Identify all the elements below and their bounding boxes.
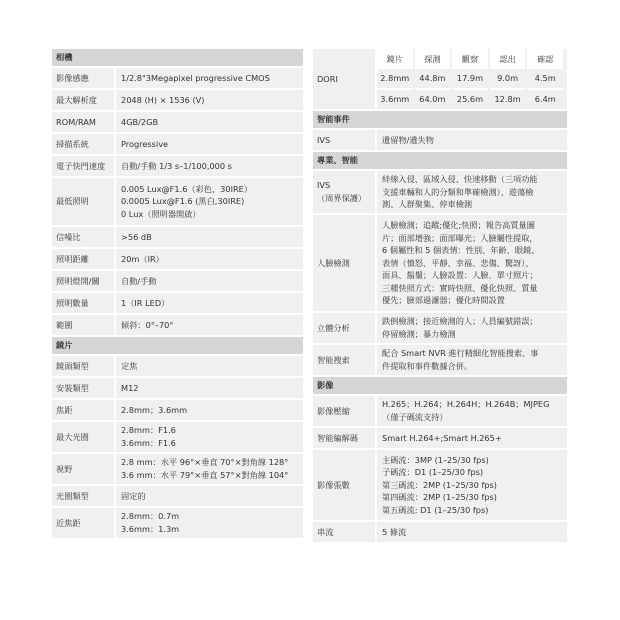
- spec-label: 影像張數: [313, 450, 377, 520]
- spec-value-line: 1（IR LED）: [121, 297, 170, 308]
- dori-header: 鏡片: [377, 49, 413, 69]
- spec-value-line: 第三碼流：2MP (1–25/30 fps): [382, 479, 497, 490]
- spec-label: 視野: [52, 454, 116, 484]
- spec-value: [116, 400, 303, 420]
- spec-label: 串流: [313, 522, 377, 542]
- section-header: [313, 377, 567, 394]
- spec-value-line: 件提取和事件數據合併。: [382, 361, 473, 371]
- spec-row: [52, 293, 303, 313]
- spec-row: [52, 508, 303, 538]
- dori-cell: 6.4m: [534, 94, 556, 105]
- spec-value: [116, 90, 303, 110]
- spec-row: [52, 378, 303, 398]
- spec-row: [313, 313, 567, 343]
- spec-value: [116, 112, 303, 132]
- right-spec-table: [313, 47, 567, 544]
- spec-value-line: 2.8mm：F1.6: [121, 425, 176, 436]
- spec-row: [313, 396, 567, 426]
- spec-row: [52, 249, 303, 269]
- spec-label: ROM/RAM: [52, 112, 116, 132]
- spec-value-line: 傾斜：0°–70°: [121, 319, 174, 330]
- spec-value-line: 20m（IR）: [121, 253, 164, 264]
- dori-cell: 17.9m: [452, 69, 488, 90]
- spec-value-line: 3.6mm：1.3m: [121, 524, 180, 534]
- dori-data-row: [377, 90, 563, 109]
- section-header: [52, 337, 303, 354]
- spec-value-line: 絆線入侵、區域入侵、快速移動（三項功能: [382, 174, 538, 185]
- spec-value-line: 6 個屬性和 5 個表情：性別、年齡、眼鏡、: [382, 245, 540, 256]
- spec-value: [116, 486, 303, 506]
- dori-cell: 3.6mm: [380, 94, 410, 105]
- spec-label: 安裝類型: [52, 378, 116, 398]
- dori-cell: 12.8m: [494, 94, 521, 105]
- spec-label: 最大光圈: [52, 422, 116, 452]
- spec-value-line: 子碼流：D1 (1–25/30 fps): [382, 467, 484, 478]
- spec-label: 最大解析度: [52, 90, 116, 110]
- spec-value-line: 0 Lux（照明器開啟）: [121, 208, 201, 219]
- spec-value-line: 0.005 Lux@F1.6（彩色，30IRE）: [121, 183, 253, 194]
- spec-row: [52, 422, 303, 452]
- spec-row: [313, 450, 567, 520]
- spec-value-line: 主碼流：3MP (1–25/30 fps): [382, 454, 489, 465]
- spec-value: [377, 345, 567, 375]
- section-header: [313, 152, 567, 169]
- spec-label: IVS （周界保護）: [313, 171, 377, 213]
- spec-value: [116, 156, 303, 176]
- spec-row: [52, 112, 303, 132]
- dori-cell: 9.0m: [490, 69, 526, 90]
- spec-value: [377, 522, 567, 542]
- spec-label: 立體分析: [313, 313, 377, 343]
- spec-label: 鏡頭類型: [52, 356, 116, 376]
- spec-value-line: 片；面部增強；面部曝光；人臉屬性提取，: [382, 232, 538, 243]
- dori-cell: 4.5m: [527, 69, 563, 90]
- spec-label: 照明數量: [52, 293, 116, 313]
- spec-row: [52, 227, 303, 247]
- spec-value-line: 1/2.8"3Megapixel progressive CMOS: [121, 72, 270, 83]
- section-header: [313, 111, 567, 128]
- spec-value-line: 4GB/2GB: [121, 116, 159, 127]
- spec-value-line: 第五碼流: D1 (1–25/30 fps): [382, 504, 489, 515]
- spec-label: 光圈類型: [52, 486, 116, 506]
- spec-row: [52, 134, 303, 154]
- spec-value-line: 3.6 mm：水平 79°×垂直 57°×對角線 104°: [121, 470, 289, 480]
- spec-value-line: 5 條流: [382, 526, 407, 537]
- dori-header: 確認: [527, 49, 563, 69]
- spec-value-line: 3.6mm：F1.6: [121, 438, 176, 448]
- spec-value: [116, 378, 303, 398]
- dori-cell: 64.0m: [419, 94, 446, 105]
- spec-row: [52, 315, 303, 335]
- spec-row: [52, 454, 303, 484]
- spec-value-line: Progressive: [121, 138, 169, 149]
- spec-value: [116, 508, 303, 538]
- spec-value-line: 自動/手動 1/3 s–1/100,000 s: [121, 160, 232, 171]
- dori-label: DORI: [313, 49, 377, 109]
- spec-label: 照明燈開/關: [52, 271, 116, 291]
- spec-value: [116, 293, 303, 313]
- spec-value: [116, 134, 303, 154]
- spec-row: [313, 522, 567, 542]
- section-title: 影像: [313, 377, 567, 394]
- spec-value-line: 三種快照方式：實時快照、優化快照、質量: [382, 282, 538, 293]
- spec-row: [52, 156, 303, 176]
- spec-value: [377, 171, 567, 213]
- dori-data-row: [377, 69, 563, 90]
- spec-value-line: 支援車輛和人的分類和準確檢測）、遊蕩檢: [382, 186, 534, 197]
- section-title: 專業、智能: [313, 152, 567, 169]
- spec-row: [52, 178, 303, 225]
- spec-value: [116, 68, 303, 88]
- left-spec-column: [52, 47, 303, 540]
- spec-value-line: >56 dB: [121, 231, 152, 242]
- spec-value-line: 面具、鬍鬚；人臉設置：人臉、單寸照片；: [382, 270, 538, 281]
- spec-value-line: 0.0005 Lux@F1.6 (黑白,30IRE): [121, 196, 245, 207]
- dori-table: [377, 49, 565, 109]
- spec-row: [52, 356, 303, 376]
- spec-value-line: （僅子碼流支持）: [382, 412, 448, 422]
- spec-label: 焦距: [52, 400, 116, 420]
- spec-label: 電子快門速度: [52, 156, 116, 176]
- section-title: 相機: [52, 49, 303, 66]
- spec-value: [116, 178, 303, 225]
- spec-row: [52, 90, 303, 110]
- spec-value: [116, 356, 303, 376]
- spec-value: [377, 450, 567, 520]
- spec-label: 範圍: [52, 315, 116, 335]
- spec-value-line: 固定的: [121, 490, 146, 501]
- spec-value-line: 2048 (H) × 1536 (V): [121, 94, 205, 105]
- right-spec-column: [313, 47, 567, 544]
- dori-header-row: [377, 49, 563, 69]
- spec-value-line: 測、人群聚集、停車檢測: [382, 199, 473, 210]
- spec-value-line: 停留檢測；暴力檢測: [382, 329, 456, 339]
- spec-value-line: 2.8 mm：水平 96°×垂直 70°×對角線 128°: [121, 457, 289, 468]
- spec-label: 最低照明: [52, 178, 116, 225]
- spec-value: [116, 315, 303, 335]
- spec-label: 智能編解碼: [313, 428, 377, 448]
- spec-row: [52, 271, 303, 291]
- spec-value-line: 配合 Smart NVR 進行精細化智能搜索、事: [382, 348, 539, 359]
- spec-label: 近焦距: [52, 508, 116, 538]
- spec-value-line: 第四碼流：2MP (1–25/30 fps): [382, 492, 497, 503]
- dori-cell: 25.6m: [456, 94, 484, 105]
- spec-value: [377, 428, 567, 448]
- spec-value: [377, 130, 567, 150]
- dori-header: 認出: [490, 49, 526, 69]
- spec-value-line: 2.8mm：0.7m: [121, 511, 180, 522]
- spec-label: 信噪比: [52, 227, 116, 247]
- spec-value: [377, 396, 567, 426]
- section-title: 智能事件: [313, 111, 567, 128]
- spec-row: [313, 171, 567, 213]
- spec-value-line: 遺留物/遺失物: [382, 134, 434, 145]
- spec-value-line: Smart H.264+;Smart H.265+: [382, 432, 502, 443]
- section-title: 鏡片: [52, 337, 303, 354]
- spec-label: IVS: [313, 130, 377, 150]
- spec-label: 人臉檢測: [313, 215, 377, 311]
- spec-value: [377, 313, 567, 343]
- spec-value-line: 自動/手動: [121, 275, 157, 286]
- spec-value: [377, 215, 567, 311]
- spec-value: [116, 454, 303, 484]
- spec-value-line: 人臉檢測；追蹤;優化;快照；報告高質量圖: [382, 219, 535, 230]
- spec-row: [52, 486, 303, 506]
- spec-row: [313, 215, 567, 311]
- spec-value-line: H.265；H.264；H.264H；H.264B；MJPEG: [382, 399, 550, 410]
- spec-value: [116, 422, 303, 452]
- left-spec-table: [52, 47, 303, 540]
- dori-header: 觀察: [452, 49, 488, 69]
- dori-cell: 2.8mm: [377, 69, 413, 90]
- spec-value-line: 2.8mm；3.6mm: [121, 404, 188, 415]
- spec-label: 影像壓縮: [313, 396, 377, 426]
- spec-row: [313, 428, 567, 448]
- spec-row: [313, 345, 567, 375]
- dori-header: 探測: [415, 49, 451, 69]
- spec-value: [116, 227, 303, 247]
- spec-row: [52, 400, 303, 420]
- spec-label: 智能搜索: [313, 345, 377, 375]
- dori-row: [313, 49, 567, 109]
- spec-value-line: 跌倒檢測；接近檢測的人；人員編號錯誤；: [382, 316, 538, 327]
- spec-value-line: M12: [121, 382, 139, 393]
- spec-row: [313, 130, 567, 150]
- spec-value-line: 表情（憤怒、平靜、幸福、悲傷、驚訝）、: [382, 257, 534, 268]
- spec-value: [116, 249, 303, 269]
- spec-label: 掃描系統: [52, 134, 116, 154]
- spec-value-line: 定焦: [121, 360, 138, 371]
- spec-value-line: 優先；臉部過濾器；優化時間設置: [382, 295, 505, 306]
- spec-label: 影像感應: [52, 68, 116, 88]
- spec-value: [116, 271, 303, 291]
- spec-label: 照明距離: [52, 249, 116, 269]
- dori-cell: 44.8m: [415, 69, 451, 90]
- section-header: [52, 49, 303, 66]
- spec-row: [52, 68, 303, 88]
